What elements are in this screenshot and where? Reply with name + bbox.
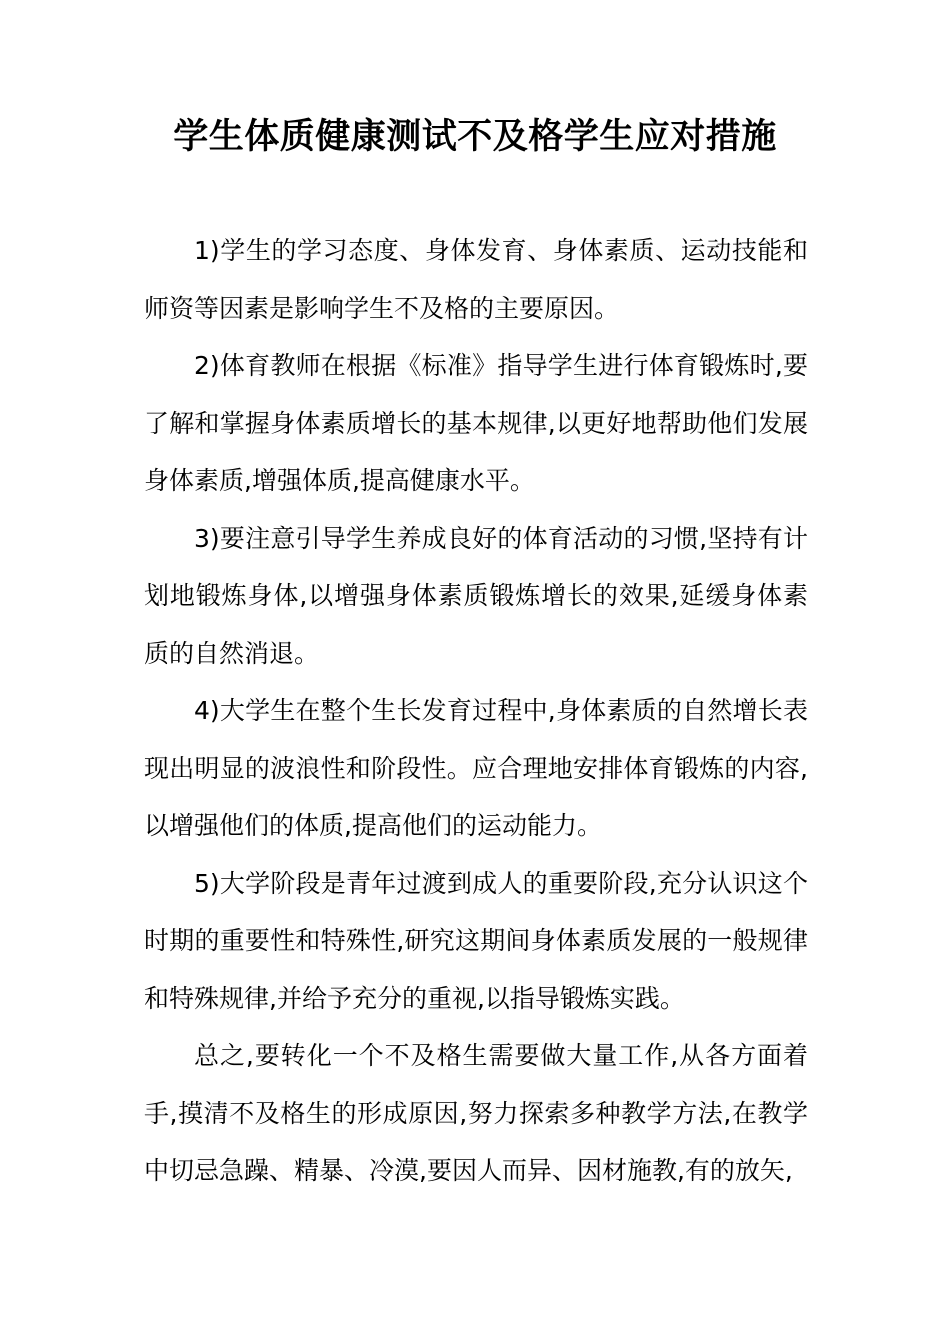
paragraph-summary: 总之,要转化一个不及格生需要做大量工作,从各方面着手,摸清不及格生的形成原因,努力探索多种教学方法,在教学中切忌急躁、精暴、冷漠,要因人而异、因材施教,有的放矢, [144, 1041, 808, 1185]
document-title: 学生体质健康测试不及格学生应对措施 [173, 117, 777, 157]
paragraph-2: 2)体育教师在根据《标准》指导学生进行体育锻炼时,要了解和掌握身体素质增长的基本规律,以更好地帮助他们发展身体素质,增强体质,提高健康水平。 [144, 351, 808, 495]
paragraph-4: 4)大学生在整个生长发育过程中,身体素质的自然增长表现出明显的波浪性和阶段性。应合理地安排体育锻炼的内容,以增强他们的体质,提高他们的运动能力。 [144, 696, 808, 840]
paragraph-1: 1)学生的学习态度、身体发育、身体素质、运动技能和师资等因素是影响学生不及格的主要原因。 [144, 236, 808, 323]
paragraph-5: 5)大学阶段是青年过渡到成人的重要阶段,充分认识这个时期的重要性和特殊性,研究这期间身体素质发展的一般规律和特殊规律,并给予充分的重视,以指导锻炼实践。 [144, 868, 808, 1013]
paragraph-3: 3)要注意引导学生养成良好的体育活动的习惯,坚持有计划地锻炼身体,以增强身体素质锻炼增长的效果,延缓身体素质的自然消退。 [144, 523, 808, 668]
document-body [144, 222, 808, 1200]
